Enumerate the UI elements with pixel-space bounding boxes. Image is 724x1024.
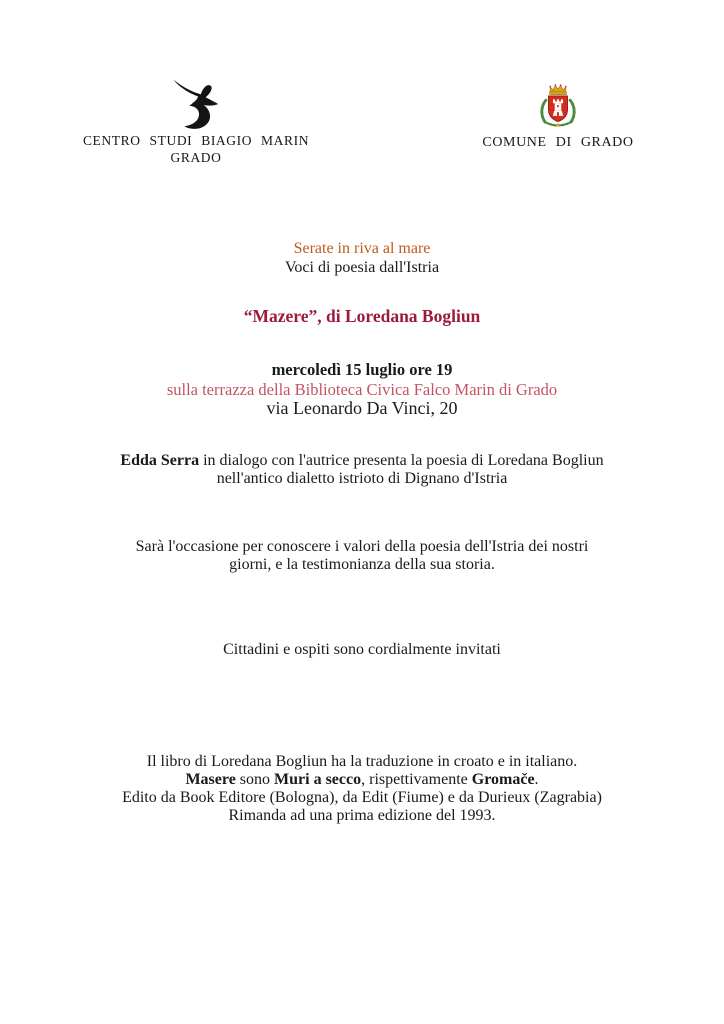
book-info-text: sono <box>235 771 275 788</box>
series-title: Serate in riva al mare <box>293 240 431 257</box>
description-line2: giorni, e la testimonianza della sua storia. <box>229 556 495 573</box>
org-centro-studi-city: GRADO <box>170 150 222 165</box>
book-info-text: . <box>534 771 539 788</box>
event-venue: sulla terrazza della Biblioteca Civica Falco Marin di Grado <box>166 380 558 399</box>
event-address: via Leonardo Da Vinci, 20 <box>266 398 458 418</box>
book-title-original: Masere <box>185 771 236 788</box>
org-comune-grado-name: COMUNE DI GRADO <box>482 135 634 150</box>
presenter-line2: nell'antico dialetto istrioto di Dignano d'Istria <box>216 470 508 487</box>
invitation-line: Cittadini e ospiti sono cordialmente invitati <box>223 641 501 658</box>
org-comune-grado <box>442 79 674 151</box>
series-subtitle: Voci di poesia dall'Istria <box>284 259 440 276</box>
book-info-line3: Edito da Book Editore (Bologna), da Edit (Fiume) e da Durieux (Zagrabia) <box>122 789 602 806</box>
book-info-line4: Rimanda ad una prima edizione del 1993. <box>228 807 496 824</box>
org-centro-studi-name: CENTRO STUDI BIAGIO MARIN <box>82 133 310 148</box>
org-centro-studi <box>58 76 334 166</box>
book-info-line1: Il libro di Loredana Bogliun ha la traduzione in croato e in italiano. <box>146 753 578 770</box>
book-info-text: , rispettivamente <box>361 771 472 788</box>
seagull-logo-icon <box>167 76 225 132</box>
event-datetime: mercoledì 15 luglio ore 19 <box>271 360 453 379</box>
event-title: “Mazere”, di Loredana Bogliun <box>243 306 481 326</box>
book-title-italian: Muri a secco <box>274 771 362 788</box>
description-line1: Sarà l'occasione per conoscere i valori della poesia dell'Istria dei nostri <box>135 538 589 555</box>
presenter-line <box>0 452 724 470</box>
presenter-name: Edda Serra <box>120 452 200 469</box>
book-info-line2 <box>0 771 724 789</box>
book-title-croatian: Gromače <box>471 771 535 788</box>
grado-coat-of-arms-icon <box>532 79 584 132</box>
presenter-line-rest: in dialogo con l'autrice presenta la poesia di Loredana Bogliun <box>199 452 604 469</box>
